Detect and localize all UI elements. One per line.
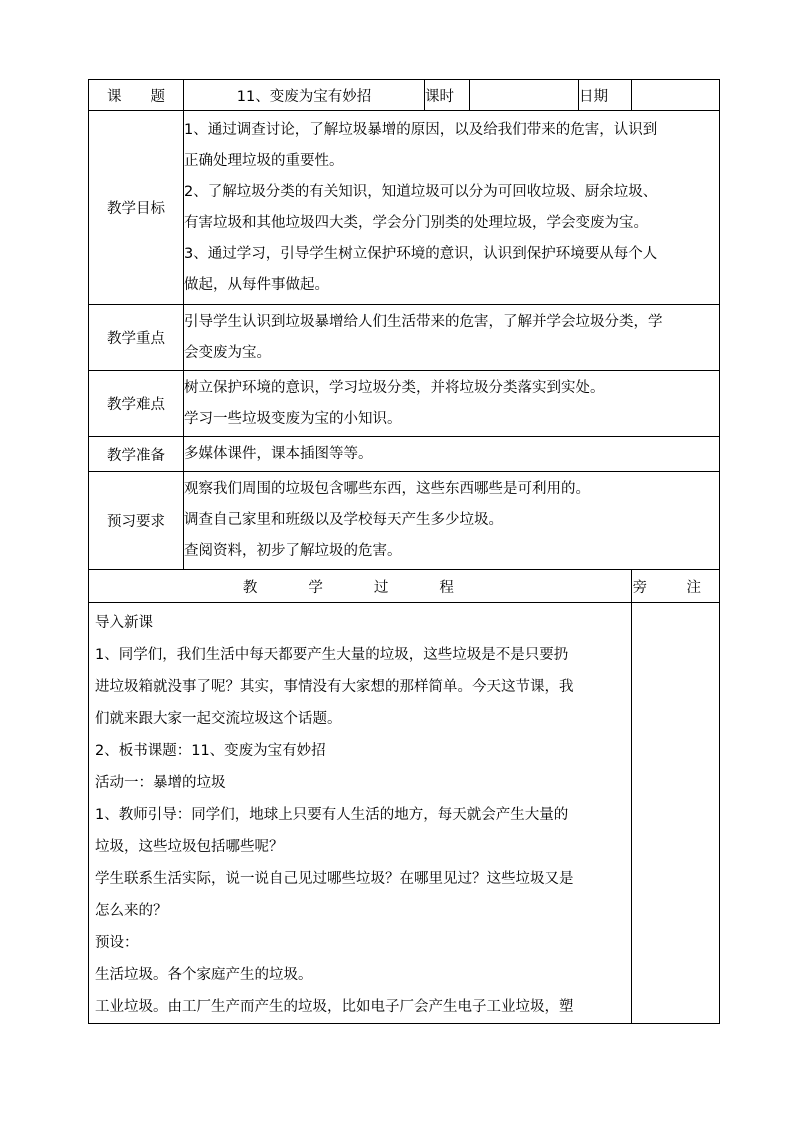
preview-label: 预习要求 [89,472,184,570]
process-line: 怎么来的？ [95,903,168,919]
objectives-line: 有害垃圾和其他垃圾四大类，学会分门别类的处理垃圾，学会变废为宝。 [184,214,648,231]
difficulties-line: 树立保护环境的意识，学习垃圾分类，并将垃圾分类落实到实处。 [184,379,605,396]
preparation-line: 多媒体课件，课本插图等等。 [184,445,373,462]
date-value [632,80,720,111]
preview-row [89,472,720,570]
process-line: 导入新课 [95,615,153,631]
process-heading-text: 教 学 过 程 [242,579,478,596]
key-points-line: 引导学生认识到垃圾暴增给人们生活带来的危害，了解并学会垃圾分类，学 [184,313,663,330]
objectives-label: 教学目标 [89,111,184,305]
key-points-line: 会变废为宝。 [184,344,271,361]
header-row [89,80,720,111]
topic-label: 课 题 [89,80,184,111]
key-points-label: 教学重点 [89,305,184,371]
preview-line: 观察我们周围的垃圾包含哪些东西，这些东西哪些是可利用的。 [184,481,590,497]
process-line: 活动一：暴增的垃圾 [95,775,226,791]
period-value [470,80,579,111]
process-body-row [89,603,720,1024]
preview-content [184,472,720,570]
objectives-line: 正确处理垃圾的重要性。 [184,152,344,169]
objectives-line: 做起，从每件事做起。 [184,276,329,293]
preparation-label: 教学准备 [89,437,184,472]
preview-line: 查阅资料，初步了解垃圾的危害。 [184,543,402,559]
lesson-plan-table [88,79,720,1024]
process-line: 1、教师引导：同学们，地球上只要有人生活的地方，每天就会产生大量的 [95,807,569,823]
process-line: 生活垃圾。各个家庭产生的垃圾。 [95,967,313,983]
process-line: 们就来跟大家一起交流垃圾这个话题。 [95,711,342,727]
objectives-line: 2、了解垃圾分类的有关知识，知道垃圾可以分为可回收垃圾、厨余垃圾、 [184,183,658,200]
process-line: 工业垃圾。由工厂生产而产生的垃圾，比如电子厂会产生电子工业垃圾，塑 [95,999,574,1015]
difficulties-line: 学习一些垃圾变废为宝的小知识。 [184,410,402,427]
process-line: 学生联系生活实际，说一说自己见过哪些垃圾？在哪里见过？这些垃圾又是 [95,871,574,887]
difficulties-label: 教学难点 [89,371,184,437]
preparation-content [184,437,720,472]
key-points-row [89,305,720,371]
objectives-content [184,111,720,305]
process-line: 2、板书课题：11、变废为宝有妙招 [95,743,326,759]
preparation-row [89,437,720,472]
process-line: 进垃圾箱就没事了呢？其实，事情没有大家想的那样简单。今天这节课，我 [95,679,574,695]
period-label: 课时 [425,80,470,111]
objectives-line: 3、通过学习，引导学生树立保护环境的意识，认识到保护环境要从每个人 [184,245,658,262]
process-line: 1、同学们，我们生活中每天都要产生大量的垃圾，这些垃圾是不是只要扔 [95,647,569,663]
notes-content [632,603,720,1024]
process-header-row [89,570,720,603]
process-line: 预设： [95,935,139,951]
difficulties-content [184,371,720,437]
preview-line: 调查自己家里和班级以及学校每天产生多少垃圾。 [184,512,503,528]
process-heading [89,570,632,603]
difficulties-row [89,371,720,437]
date-label: 日期 [579,80,632,111]
notes-heading-text: 旁 注 [632,579,719,596]
process-line: 垃圾，这些垃圾包括哪些呢？ [95,839,284,855]
topic-value: 11、变废为宝有妙招 [184,80,425,111]
notes-heading [632,570,720,603]
objectives-row [89,111,720,305]
key-points-content [184,305,720,371]
process-content [89,603,632,1024]
objectives-line: 1、通过调查讨论，了解垃圾暴增的原因，以及给我们带来的危害，认识到 [184,121,658,138]
